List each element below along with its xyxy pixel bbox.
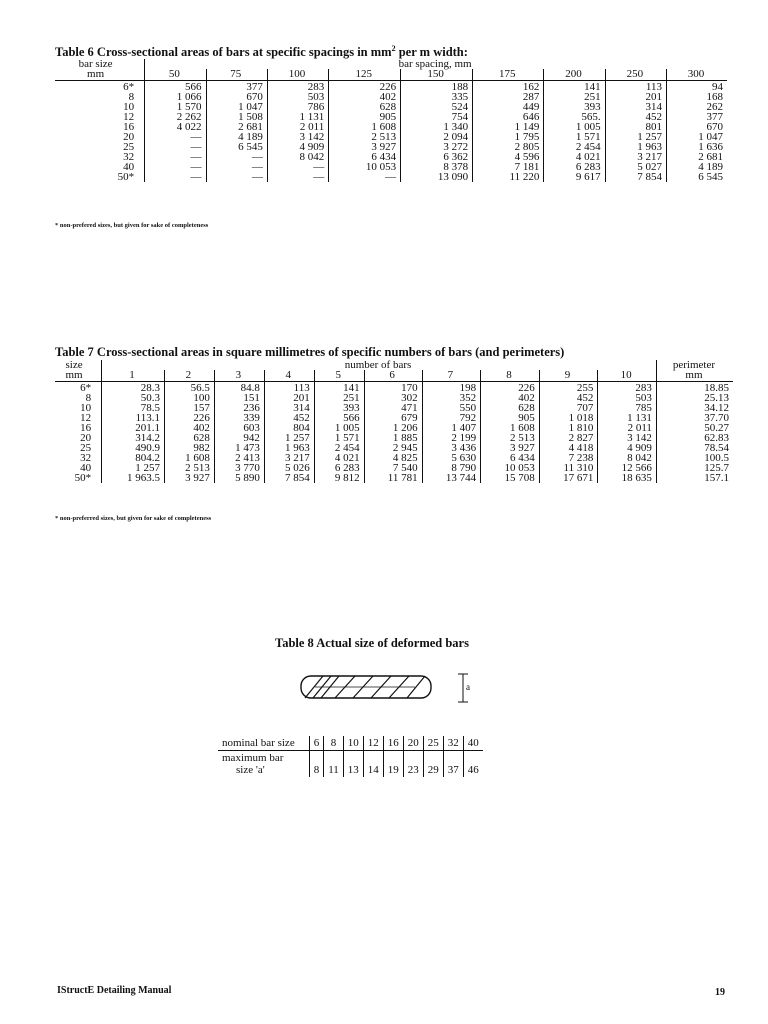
table7-cell: 11 310 [539, 463, 598, 473]
table7-perimeter-header: perimeter [656, 360, 733, 370]
table6-footnote: * non-prefered sizes, but given for sake of completeness [55, 222, 209, 229]
table6-cell: 3 927 [329, 142, 401, 152]
table6-cell: 1 131 [267, 112, 328, 122]
footer-publication: IStructE Detailing Manual [57, 985, 172, 996]
table7-bar-size: 32 [80, 452, 92, 464]
table7-cell: 905 [481, 413, 540, 423]
table6-col-header: 125 [329, 69, 401, 81]
table8-max-size: 13 [343, 751, 363, 778]
table7-cell: 3 770 [214, 463, 264, 473]
table8-max-size: 19 [383, 751, 403, 778]
table6-col-header: 200 [544, 69, 605, 81]
table7-cell: 1 257 [264, 433, 314, 443]
table7-cell: 15 708 [481, 473, 540, 483]
table7-cell: 1 257 [102, 463, 165, 473]
table6-cell: 1 149 [473, 122, 544, 132]
table7-perimeter: 18.85 [656, 382, 733, 394]
table6-col-header: 75 [206, 69, 267, 81]
table7-cell: 170 [364, 382, 422, 394]
table7-cell: 707 [539, 403, 598, 413]
table7-cell: 17 671 [539, 473, 598, 483]
table7-perimeter: 100.5 [656, 453, 733, 463]
table7-col-header: 3 [214, 370, 264, 382]
table7-bar-size: 6* [80, 382, 92, 394]
table6-cell: 1 571 [544, 132, 605, 142]
table6-cell: 94 [667, 81, 727, 93]
table7-cell: 1 810 [539, 423, 598, 433]
table7-cell: 1 885 [364, 433, 422, 443]
table6-cell: 1 257 [605, 132, 666, 142]
table6-cell: 251 [544, 92, 605, 102]
table7-cell: 4 418 [539, 443, 598, 453]
table7-cell: 7 540 [364, 463, 422, 473]
table6-cell: — [329, 172, 401, 182]
table7-cell: 1 473 [214, 443, 264, 453]
table7-cell: 13 744 [422, 473, 481, 483]
table6-cell: 628 [329, 102, 401, 112]
table7-cell: 7 238 [539, 453, 598, 463]
table6-cell: 287 [473, 92, 544, 102]
table7-cell: 452 [539, 393, 598, 403]
table6-bar-size: 50* [117, 171, 135, 183]
table6-cell: 1 963 [605, 142, 666, 152]
table7-cell: 5 026 [264, 463, 314, 473]
table7-cell: 393 [314, 403, 364, 413]
table6-col-header: 250 [605, 69, 666, 81]
table7-cell: 11 781 [364, 473, 422, 483]
table6 [55, 59, 727, 182]
table7-cell: 2 454 [314, 443, 364, 453]
table7-cell: 3 142 [598, 433, 657, 443]
table6-cell: 670 [206, 92, 267, 102]
table8-max-size: 8 [309, 751, 324, 778]
table6-cell: 2 094 [401, 132, 473, 142]
table7-cell: 2 945 [364, 443, 422, 453]
page-number: 19 [715, 987, 725, 998]
deformed-bar-drawing [295, 668, 485, 708]
table8-max-size: 14 [363, 751, 383, 778]
table7-cell: 8 042 [598, 453, 657, 463]
table7-cell: 141 [314, 382, 364, 394]
table7-cell: 2 011 [598, 423, 657, 433]
table6-cell: 10 053 [329, 162, 401, 172]
table6-cell: 377 [667, 112, 727, 122]
table7-cell: 1 571 [314, 433, 364, 443]
table7-col-header: 2 [164, 370, 214, 382]
table7-bar-size: 25 [80, 442, 92, 454]
table6-cell: 11 220 [473, 172, 544, 182]
table6-cell: 314 [605, 102, 666, 112]
table7-perimeter: 62.83 [656, 433, 733, 443]
table6-cell: 3 217 [605, 152, 666, 162]
table6-cell: 1 608 [329, 122, 401, 132]
table-row [55, 172, 727, 182]
table6-cell: 402 [329, 92, 401, 102]
table7-cell: 1 608 [481, 423, 540, 433]
table6-cell: 6 283 [544, 162, 605, 172]
table7-cell: 503 [598, 393, 657, 403]
table6-cell: — [206, 152, 267, 162]
table7-cell: 4 825 [364, 453, 422, 463]
table6-cell: 754 [401, 112, 473, 122]
table6-cell: 6 545 [206, 142, 267, 152]
table7-cell: 5 890 [214, 473, 264, 483]
table6-cell: 670 [667, 122, 727, 132]
table7-cell: 6 283 [314, 463, 364, 473]
table7-cell: 5 630 [422, 453, 481, 463]
table7-cell: 471 [364, 403, 422, 413]
table6-cell: 1 795 [473, 132, 544, 142]
table6-bar-size: 6* [123, 81, 135, 93]
table7-cell: 3 927 [164, 473, 214, 483]
table7-cell: 402 [481, 393, 540, 403]
table7-bar-size: 12 [80, 412, 92, 424]
table7-cell: 982 [164, 443, 214, 453]
table8-nominal-size: 25 [423, 736, 443, 751]
table7-cell: 804.2 [102, 453, 165, 463]
table7-cell: 550 [422, 403, 481, 413]
table7-col-header: 5 [314, 370, 364, 382]
table7-cell: 785 [598, 403, 657, 413]
table7-cell: 50.3 [102, 393, 165, 403]
table6-bar-size: 12 [123, 111, 135, 123]
table6-col-header: 100 [267, 69, 328, 81]
table6-cell: 3 272 [401, 142, 473, 152]
table6-bar-size: 25 [123, 141, 135, 153]
table6-cell: — [267, 172, 328, 182]
table6-cell: 4 909 [267, 142, 328, 152]
table7-cell: 255 [539, 382, 598, 394]
table7-col-header: 4 [264, 370, 314, 382]
table7-perimeter: 50.27 [656, 423, 733, 433]
table7-perimeter: 37.70 [656, 413, 733, 423]
table8-nominal-size: 10 [343, 736, 363, 751]
table6-cell: 335 [401, 92, 473, 102]
table7-footnote: * non-preferred sizes, but given for sake of completeness [55, 515, 212, 522]
table6-cell: 4 596 [473, 152, 544, 162]
table6-cell: 262 [667, 102, 727, 112]
table6-cell: 9 617 [544, 172, 605, 182]
table7-cell: 314.2 [102, 433, 165, 443]
table6-cell: 7 181 [473, 162, 544, 172]
table6-cell: 4 189 [206, 132, 267, 142]
table7-size-header: size [65, 359, 83, 371]
table7-cell: 3 436 [422, 443, 481, 453]
table6-cell: 2 011 [267, 122, 328, 132]
table7-cell: 339 [214, 413, 264, 423]
table7-perimeter-unit: mm [656, 370, 733, 382]
table7-cell: 283 [598, 382, 657, 394]
table6-cell: 452 [605, 112, 666, 122]
table8-nominal-size: 8 [324, 736, 344, 751]
table6-cell: 113 [605, 81, 666, 93]
table6-cell: 524 [401, 102, 473, 112]
table6-cell: 565. [544, 112, 605, 122]
table7-cell: 226 [164, 413, 214, 423]
table7-cell: 113.1 [102, 413, 165, 423]
table6-cell: 162 [473, 81, 544, 93]
table7-cell: 1 963 [264, 443, 314, 453]
table7-cell: 402 [164, 423, 214, 433]
table7-cell: 4 021 [314, 453, 364, 463]
table6-cell: 283 [267, 81, 328, 93]
table6-cell: 566 [145, 81, 206, 93]
table6-cell: 2 513 [329, 132, 401, 142]
table7-perimeter: 25.13 [656, 393, 733, 403]
table7-cell: 490.9 [102, 443, 165, 453]
table6-cell: 141 [544, 81, 605, 93]
table6-cell: 1 066 [145, 92, 206, 102]
table7-cell: 1 018 [539, 413, 598, 423]
table6-cell: 8 042 [267, 152, 328, 162]
table7-cell: 113 [264, 382, 314, 394]
table6-size-header: bar size [78, 58, 113, 70]
table7-cell: 628 [481, 403, 540, 413]
table6-cell: 1 005 [544, 122, 605, 132]
table6-cell: 1 047 [206, 102, 267, 112]
table7-cell: 226 [481, 382, 540, 394]
table7-cell: 302 [364, 393, 422, 403]
table7-col-header: 8 [481, 370, 540, 382]
table6-cell: 6 434 [329, 152, 401, 162]
table7 [55, 360, 733, 483]
table8-row1-label: nominal bar size [218, 736, 309, 751]
table7-cell: 236 [214, 403, 264, 413]
table7-cell: 804 [264, 423, 314, 433]
table7-perimeter: 125.7 [656, 463, 733, 473]
table7-bar-size: 16 [80, 422, 92, 434]
table7-cell: 151 [214, 393, 264, 403]
table7-col-header: 9 [539, 370, 598, 382]
table6-cell: 8 378 [401, 162, 473, 172]
table7-size-unit: mm [55, 370, 102, 382]
table6-cell: 2 454 [544, 142, 605, 152]
table7-cell: 3 927 [481, 443, 540, 453]
table8-nominal-size: 16 [383, 736, 403, 751]
table7-cell: 352 [422, 393, 481, 403]
table7-bar-size: 50* [74, 472, 92, 484]
table7-cell: 603 [214, 423, 264, 433]
table7-cell: 198 [422, 382, 481, 394]
table6-cell: — [206, 162, 267, 172]
table7-cell: 12 566 [598, 463, 657, 473]
table8 [218, 736, 483, 777]
table6-cell: — [206, 172, 267, 182]
table7-title: Table 7 Cross-sectional areas in square millimetres of specific numbers of bars (and perimeters) [55, 345, 565, 359]
table6-cell: 646 [473, 112, 544, 122]
table7-col-header: 10 [598, 370, 657, 382]
table7-cell: 1 206 [364, 423, 422, 433]
table7-cell: 1 407 [422, 423, 481, 433]
table6-cell: 168 [667, 92, 727, 102]
table6-cell: 503 [267, 92, 328, 102]
table8-nominal-size: 12 [363, 736, 383, 751]
table6-cell: 188 [401, 81, 473, 93]
table8-title: Table 8 Actual size of deformed bars [275, 636, 469, 650]
table7-col-header: 1 [102, 370, 165, 382]
table7-cell: 56.5 [164, 382, 214, 394]
table6-bar-size: 32 [123, 151, 135, 163]
table6-cell: 3 142 [267, 132, 328, 142]
table6-cell: 1 636 [667, 142, 727, 152]
table8-nominal-size: 20 [403, 736, 423, 751]
table6-cell: 449 [473, 102, 544, 112]
table6-cell: 13 090 [401, 172, 473, 182]
table7-bar-size: 8 [85, 392, 92, 404]
table7-cell: 28.3 [102, 382, 165, 394]
table7-cell: 9 812 [314, 473, 364, 483]
table7-cell: 7 854 [264, 473, 314, 483]
table7-cell: 679 [364, 413, 422, 423]
table7-cell: 201 [264, 393, 314, 403]
table7-cell: 4 909 [598, 443, 657, 453]
table6-title: Table 6 Cross-sectional areas of bars at specific spacings in $mm^2$ per m width: [55, 44, 468, 60]
table6-cell: 2 805 [473, 142, 544, 152]
table8-max-size: 29 [423, 751, 443, 778]
table6-cell: 1 047 [667, 132, 727, 142]
table6-cell: — [145, 142, 206, 152]
table7-group-header: number of bars [102, 360, 657, 370]
table7-cell: 78.5 [102, 403, 165, 413]
table6-bar-size: 40 [123, 161, 135, 173]
table6-cell: 4 189 [667, 162, 727, 172]
table8-max-size: 46 [463, 751, 483, 778]
table6-cell: 1 570 [145, 102, 206, 112]
table7-cell: 6 434 [481, 453, 540, 463]
drawing-label-a: a [466, 682, 470, 692]
table7-perimeter: 34.12 [656, 403, 733, 413]
table6-group-header: bar spacing, mm [145, 59, 727, 69]
table6-col-header: 50 [145, 69, 206, 81]
table7-cell: 2 199 [422, 433, 481, 443]
table7-cell: 8 790 [422, 463, 481, 473]
table6-bar-size: 16 [123, 121, 135, 133]
table6-cell: — [145, 172, 206, 182]
table7-cell: 251 [314, 393, 364, 403]
table7-cell: 201.1 [102, 423, 165, 433]
table6-cell: 7 854 [605, 172, 666, 182]
table8-max-size: 23 [403, 751, 423, 778]
table6-col-header: 300 [667, 69, 727, 81]
table6-cell: — [145, 152, 206, 162]
table7-cell: 157 [164, 403, 214, 413]
table6-cell: 2 681 [206, 122, 267, 132]
table7-bar-size: 40 [80, 462, 92, 474]
table6-col-header: 150 [401, 69, 473, 81]
table7-cell: 1 608 [164, 453, 214, 463]
table7-perimeter: 157.1 [656, 473, 733, 483]
table7-cell: 2 513 [164, 463, 214, 473]
table7-cell: 1 131 [598, 413, 657, 423]
table8-nominal-size: 40 [463, 736, 483, 751]
table7-perimeter: 78.54 [656, 443, 733, 453]
table7-cell: 314 [264, 403, 314, 413]
table7-bar-size: 20 [80, 432, 92, 444]
table6-cell: 393 [544, 102, 605, 112]
table6-cell: — [145, 162, 206, 172]
table8-max-size: 11 [324, 751, 344, 778]
table7-col-header: 7 [422, 370, 481, 382]
table8-nominal-size: 6 [309, 736, 324, 751]
table7-cell: 452 [264, 413, 314, 423]
table8-max-size: 37 [443, 751, 463, 778]
table8-row2-label: maximum bar size 'a' [222, 752, 284, 776]
table7-cell: 100 [164, 393, 214, 403]
table6-bar-size: 20 [123, 131, 135, 143]
table7-bar-size: 10 [80, 402, 92, 414]
table6-cell: 4 022 [145, 122, 206, 132]
table6-cell: 5 027 [605, 162, 666, 172]
table8-nominal-size: 32 [443, 736, 463, 751]
table7-cell: 942 [214, 433, 264, 443]
table7-cell: 3 217 [264, 453, 314, 463]
table6-cell: 801 [605, 122, 666, 132]
table6-cell: — [145, 132, 206, 142]
table7-cell: 2 827 [539, 433, 598, 443]
table7-cell: 566 [314, 413, 364, 423]
table6-cell: 2 681 [667, 152, 727, 162]
table6-cell: — [267, 162, 328, 172]
table6-cell: 6 362 [401, 152, 473, 162]
table6-bar-size: 10 [123, 101, 135, 113]
table7-cell: 2 413 [214, 453, 264, 463]
table7-cell: 628 [164, 433, 214, 443]
table6-cell: 6 545 [667, 172, 727, 182]
table6-cell: 377 [206, 81, 267, 93]
table6-cell: 2 262 [145, 112, 206, 122]
table7-cell: 84.8 [214, 382, 264, 394]
table7-cell: 10 053 [481, 463, 540, 473]
table7-cell: 1 963.5 [102, 473, 165, 483]
table7-cell: 792 [422, 413, 481, 423]
table6-cell: 1 508 [206, 112, 267, 122]
table6-cell: 786 [267, 102, 328, 112]
table6-cell: 1 340 [401, 122, 473, 132]
table6-cell: 226 [329, 81, 401, 93]
table-row [55, 473, 733, 483]
table6-cell: 201 [605, 92, 666, 102]
table6-col-header: 175 [473, 69, 544, 81]
table7-cell: 18 635 [598, 473, 657, 483]
table7-cell: 2 513 [481, 433, 540, 443]
table6-cell: 905 [329, 112, 401, 122]
table6-cell: 4 021 [544, 152, 605, 162]
table6-bar-size: 8 [128, 91, 135, 103]
table7-col-header: 6 [364, 370, 422, 382]
table6-size-unit: mm [55, 69, 145, 81]
table7-cell: 1 005 [314, 423, 364, 433]
